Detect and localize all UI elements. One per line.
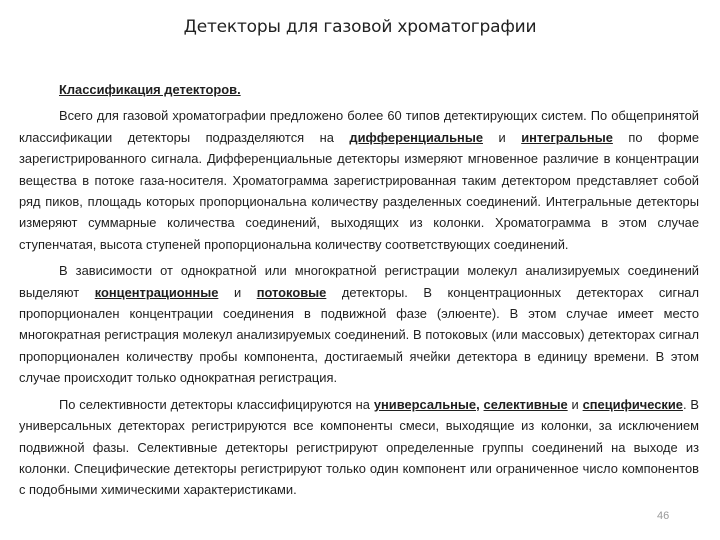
paragraph-differential-integral — [19, 105, 699, 255]
page-number: 46 — [657, 510, 670, 522]
keyword-selective: селективные — [483, 396, 568, 412]
p3-text-1: По селективности детекторы классифицируются на — [59, 396, 374, 412]
slide-body — [19, 79, 699, 501]
p1-text-3: по форме зарегистрированного сигнала. Дифференциальные детекторы измеряют мгновенное различие в концентрации вещества в потоке газа-носителя. Хроматограмма зарегистрированная таким детектором представляет собой ряд пиков, площадь которых пропорциональна количеству разделенных соединений. Интегральные детекторы измеряют суммарные количества соединений, выходящих из колонки. Хроматограмма в этом случае ступенчатая, высота ступеней пропорциональна количеству соответствующих соединений. — [19, 129, 700, 252]
slide-title: Детекторы для газовой хроматографии — [183, 17, 537, 37]
keyword-integral: интегральные — [521, 129, 613, 145]
keyword-universal: универсальные, — [373, 396, 480, 412]
p3-text-4: . В универсальных детекторах регистрируются все компоненты смеси, выходящие из колонки, за исключением подвижной фазы. Селективные детекторы регистрируют определенные группы соединений на выходе из колонки. Специфические детекторы регистрируют только один компонент или ограниченное число компонентов с подобными химическими характеристиками. — [19, 396, 700, 498]
keyword-differential: дифференциальные — [349, 129, 483, 145]
subheading: Классификация детекторов. — [59, 82, 241, 97]
paragraph-selectivity — [19, 394, 699, 501]
p3-text-3: и — [567, 396, 583, 412]
paragraph-concentration-flow — [19, 260, 699, 388]
p1-text-2: и — [483, 129, 522, 145]
keyword-specific: специфические — [582, 396, 683, 412]
p2-text-3: детекторы. В концентрационных детекторах сигнал пропорционален концентрации соединения в подвижной фазе (элюенте). В этом случае имеет место многократная регистрация молекул анализируемых соединений. В потоковых (или массовых) детекторах сигнал пропорционален количеству пробы компонента, достигаемый ячейки детектора в единицу времени. В этом случае происходит только однократная регистрация. — [19, 284, 700, 386]
subheading-paragraph — [19, 79, 699, 100]
p2-text-2: и — [218, 284, 257, 300]
p2-text-1: В зависимости от однократной или многократной регистрации молекул анализируемых соединений выделяют — [19, 263, 699, 300]
p1-text-1: Всего для газовой хроматографии предложено более 60 типов детектирующих систем. По общепринятой классификации детекторы подразделяются на — [19, 108, 699, 145]
keyword-flow: потоковые — [256, 284, 327, 300]
keyword-concentration: концентрационные — [94, 284, 219, 300]
